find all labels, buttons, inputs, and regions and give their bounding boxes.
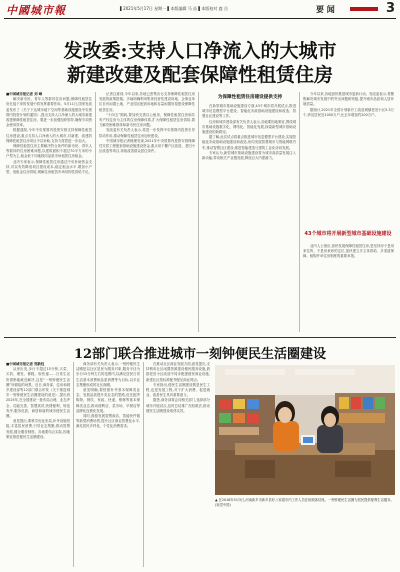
newspaper-logo: 中國城市報 <box>6 4 66 17</box>
column-divider <box>143 362 144 567</box>
article1-subhead-2: 43个城市将开展新型城市基础设施建设 <box>304 231 392 237</box>
photo-caption: ▲ 在2018年5月5日,河南新乡市新乡县好八家超市内工作人员在给顾客结账。一刻钟便民生活圈为居民提供便利生活服务。(视觉中国) <box>215 498 394 507</box>
paragraph: 解决新市民、青年人等群体住房问题,保障性租赁住房在接下来的发展中将发挥重要作用。5月11日,国家发改委发布了《关于下达城市地下空间等基础设施建设中央预算内投资计划的通知》,提出支持人口净流入的大城市新建改建保障性租赁住房。要进一步加强组织领导,确保专项资金使用效率。 <box>6 97 92 128</box>
paragraph: 发改委有关负责人表示,将进一步发挥中央预算内投资引导带动作用,推动保障性租赁住房加快建设。 <box>99 128 195 138</box>
issue-line: ▌2021年5月17日 星期一 ▌本版编辑 马 苗 ▌本版校对 鹿 岳 <box>120 6 228 11</box>
article2-byline: ■中国城市报记者 郑新钰 <box>6 362 45 366</box>
paragraph: 业内专家表示,保障性租赁住房通过中央补助资金支持,可以有效降低项目建设成本,稳定租金水平,增加小户型、低租金住房供给,缓解住房租赁市场结构性供给不足。 <box>6 159 92 175</box>
article1-column-2 <box>99 92 195 332</box>
headline-line-1: 发改委:支持人口净流入的大城市 <box>63 40 337 62</box>
paragraph: 据统计,2021年全国计划新开工改造城镇老旧小区5.3万个,涉及居民近1000万户,比去年增加约200万户。 <box>303 107 394 117</box>
paragraph: 专家指出,便民生活圈建设既是民生工程,也是发展工程,对于扩大消费、促进就业、改善民生具有重要意义。 <box>146 382 210 398</box>
paragraph: 专家认为,新型城市基础设施建设将为城市高质量发展注入新动能,带动相关产业链发展,释放巨大内需潜力。 <box>202 150 296 161</box>
article1-column-1 <box>6 92 92 332</box>
paragraph: 记者注意到,今年以来,各地已密集出台支持保障性租赁住房发展的政策措施。多地明确利用集体经营性建设用地、企事业单位自有闲置土地、产业园区配套用地和存量闲置房屋建设保障性租赁住房。 <box>99 92 195 112</box>
paragraph: 根据通知,今年中央预算内投资安排支持保障性租赁住房建设,重点支持人口净流入的大城市,对新建、改建的保障性租赁住房项目予以补助,支持力度将进一步加大。 <box>6 128 92 143</box>
article1-subhead-1: 为保障性租赁住房建设提供支持 <box>217 95 283 100</box>
section-bar <box>350 7 378 11</box>
paragraph: 保障性租赁住房主要解决符合条件的新市民、青年人等群体的住房困难问题,以建筑面积不超过70平方米的小户型为主,租金低于同地段同品质市场租赁住房租金。 <box>6 144 92 159</box>
paragraph: 商务部有关负责人表示,一刻钟便民生活圈是以社区居民为服务对象,服务半径为步行15分钟左右的范围内,以满足居民日常生活基本消费和品质消费等为目标,以多业态集聚形成的社区商圈。 <box>76 362 140 387</box>
column-divider <box>198 92 199 332</box>
article1-column-4 <box>303 92 394 228</box>
paragraph: 在推动社区商业发展方面,意见提出,支持利用社区闲置资源建设便民服务设施,鼓励老旧小区改造中同步配建便民商业设施,新建社区按标准配齐配足商业网点。 <box>146 362 210 382</box>
paragraph: 据悉,商务部将会同相关部门,选择部分城市开展试点,及时总结推广经验做法,推动便民生活圈建设取得实效。 <box>146 398 210 413</box>
paragraph: 住房和城乡建设部有关负责人表示,各地要因地制宜,围绕城市基础设施数字化、网络化、智能化发展,探索新型城市基础设施建设的新路径。 <box>202 119 296 135</box>
paragraph: 业内人士指出,加快发展保障性租赁住房,是坚持房子是用来住的、不是用来炒的定位,加快建立多主体供给、多渠道保障、租购并举住房制度的重要举措。 <box>303 244 394 259</box>
article1-byline: ■中国城市报记者 刘 峰 <box>6 92 43 96</box>
article2-column-2 <box>76 362 140 567</box>
paragraph: 意见明确,要按照补齐基本保障类业态、发展品质提升类业态的思路,优先配齐购物、餐饮、家政、快递、维修等基本保障类业态,推动便利店、菜市场、早餐店等品牌化连锁化发展。 <box>76 388 140 413</box>
masthead <box>4 2 396 19</box>
column-divider <box>299 92 300 332</box>
paragraph: 中国城市报记者梳理发现,2021年中央预算内投资安排保障性安居工程配套基础设施建设资金,重点用于棚户区改造、老旧小区改造等项目,持续改善群众居住条件。 <box>99 138 195 154</box>
paragraph: 在新型城市基础设施建设方面,43个城市将开展试点,推进城市信息模型平台建设、智能化市政基础设施建设和改造、智慧社区建设等工作。 <box>202 104 296 119</box>
article2-headline: 12部门联合推进城市一刻钟便民生活圈建设 <box>73 347 327 362</box>
column-divider <box>73 362 74 567</box>
article2-column-1 <box>6 362 70 567</box>
section-title: 要 闻 <box>316 5 335 14</box>
article1-column-3 <box>202 104 296 332</box>
paragraph: 据了解,此次试点将重点推进城市信息模型平台建设,实施智能化市政基础设施建设和改造,协同发展智慧城市与智能网联汽车,推动智慧社区建设,推进智能建造与建筑工业化协同发展。 <box>202 135 296 150</box>
headline-line-2: 新建改建及配套保障性租赁住房 <box>66 64 333 86</box>
article1-column-4b <box>303 244 394 332</box>
paragraph: 同时,鼓励发展智慧商店、智能快件箱等新型消费场景,提升社区商业智慧化水平,满足居民多样化、个性化消费需求。 <box>76 414 140 429</box>
article2-column-3 <box>146 362 210 567</box>
page-number: 3 <box>386 1 396 16</box>
paragraph: 从家出发,步行不超过15分钟,买菜、买药、理发、修鞋、取快递……日常生活所需都能就近解决,这是“一刻钟便民生活圈”所描绘的场景。近日,商务部、住房和城乡建设部等12部门联合印发《关于推进城市一刻钟便民生活圈建设的意见》,提出到2025年,在全国建设一批布局合理、业态齐全、功能完善、智慧高效,快捷便利、规范有序,服务优质、商居和谐的城市便民生活圈。 <box>6 367 70 419</box>
column-divider <box>95 92 96 332</box>
paragraph: 今年以来,各地加快推进城市更新行动。发改委表示,将聚焦解决城市发展中的突出问题和短板,提升城市品质和人居环境质量。 <box>303 92 394 107</box>
paragraph: 意见提出,要科学优化布局,补齐设施短板,丰富居民消费,引导业态集聚,推动智慧发展,健全服务制度。各地要结合实际,因地制宜推进便民生活圈建设。 <box>6 419 70 439</box>
news-photo <box>215 365 395 495</box>
paragraph: “十四五”期间,要加快完善以公租房、保障性租赁住房和共有产权住房为主体的住房保障体系,扩大保障性租赁住房供给,着力解决困难群体和新市民住房问题。 <box>99 112 195 128</box>
article-divider <box>4 337 396 338</box>
photo-supermarket-scene <box>215 365 395 495</box>
